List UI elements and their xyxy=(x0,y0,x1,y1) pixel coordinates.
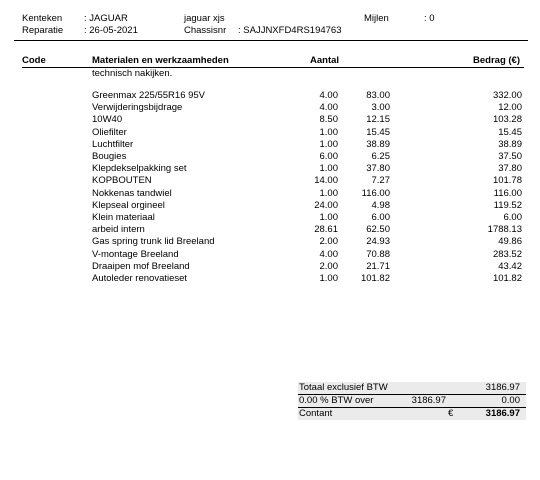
line-item-amount: 119.52 xyxy=(493,199,522,211)
line-item-amount: 49.86 xyxy=(498,236,522,248)
line-item-quantity: 4.00 xyxy=(319,102,338,114)
line-item-unit-price: 38.89 xyxy=(366,138,390,150)
line-item-row xyxy=(0,114,540,126)
line-item-unit-price: 70.88 xyxy=(366,248,390,260)
line-item-amount: 1788.13 xyxy=(487,224,522,236)
line-item-quantity: 1.00 xyxy=(319,138,338,150)
line-item-unit-price: 4.98 xyxy=(371,199,390,211)
line-item-quantity: 1.00 xyxy=(319,273,338,284)
line-item-quantity: 1.00 xyxy=(319,212,338,223)
line-item-unit-price: 101.82 xyxy=(360,273,390,284)
total-excl-label: Totaal exclusief BTW xyxy=(299,382,388,393)
vehicle-model: jaguar xjs xyxy=(184,13,225,24)
total-excl-value: 3186.97 xyxy=(485,382,520,393)
column-header-materials: Materialen en werkzaamheden xyxy=(92,55,229,66)
work-note: technisch nakijken. xyxy=(92,68,173,79)
line-item-row xyxy=(0,163,540,175)
kenteken-value: : JAGUAR xyxy=(84,13,128,24)
line-item-row xyxy=(0,249,540,261)
kenteken-label: Kenteken xyxy=(22,13,63,24)
line-item-amount: 101.82 xyxy=(492,273,522,284)
line-item-row xyxy=(0,200,540,212)
contant-label: Contant xyxy=(299,408,333,419)
line-item-row xyxy=(0,139,540,151)
line-item-description: Greenmax 225/55R16 95V xyxy=(92,90,206,101)
column-header-code: Code xyxy=(22,55,46,66)
line-item-quantity: 8.50 xyxy=(319,114,338,126)
line-item-description: Luchtfilter xyxy=(92,138,134,150)
line-item-description: Oliefilter xyxy=(92,126,127,138)
line-item-description: 10W40 xyxy=(92,114,123,126)
line-item-unit-price: 7.27 xyxy=(371,175,390,187)
line-item-unit-price: 21.71 xyxy=(366,260,390,272)
line-item-unit-price: 3.00 xyxy=(371,102,390,114)
mijlen-label: Mijlen xyxy=(364,13,389,24)
contant-value: 3186.97 xyxy=(485,408,520,419)
line-item-description: Klepseal orgineel xyxy=(92,199,165,211)
line-item-row xyxy=(0,175,540,187)
header-divider xyxy=(14,40,528,41)
line-item-amount: 38.89 xyxy=(498,138,522,150)
line-item-row xyxy=(0,236,540,248)
line-item-quantity: 1.00 xyxy=(319,126,338,138)
line-item-amount: 12.00 xyxy=(498,102,522,114)
line-item-row xyxy=(0,90,540,102)
line-item-amount: 37.80 xyxy=(498,163,522,175)
line-item-quantity: 24.00 xyxy=(314,199,338,211)
column-header-aantal: Aantal xyxy=(310,55,340,66)
line-item-unit-price: 12.15 xyxy=(366,114,390,126)
line-item-row xyxy=(0,151,540,163)
contant-row xyxy=(298,408,526,420)
chassisnr-value: : SAJJNXFD4RS194763 xyxy=(238,25,342,36)
line-item-row xyxy=(0,127,540,139)
line-item-description: arbeid intern xyxy=(92,224,145,236)
btw-row xyxy=(298,395,526,407)
column-header-bedrag: Bedrag (€) xyxy=(473,55,520,66)
btw-base-value: 3186.97 xyxy=(411,395,446,406)
line-item-unit-price: 15.45 xyxy=(366,126,390,138)
btw-label: 0.00 % BTW over xyxy=(299,395,374,406)
line-item-description: Gas spring trunk lid Breeland xyxy=(92,236,215,248)
line-item-amount: 103.28 xyxy=(492,114,522,126)
chassisnr-label: Chassisnr xyxy=(184,25,227,36)
line-item-quantity: 6.00 xyxy=(319,151,338,162)
line-item-quantity: 4.00 xyxy=(319,90,338,101)
line-item-amount: 332.00 xyxy=(492,90,522,101)
line-item-row xyxy=(0,212,540,224)
line-item-unit-price: 83.00 xyxy=(366,90,390,101)
line-item-quantity: 2.00 xyxy=(319,260,338,272)
line-item-amount: 15.45 xyxy=(498,126,522,138)
line-item-row xyxy=(0,188,540,200)
reparatie-label: Reparatie xyxy=(22,25,64,36)
line-item-description: Draaipen mof Breeland xyxy=(92,260,190,272)
line-item-description: Verwijderingsbijdrage xyxy=(92,102,183,114)
mijlen-value: : 0 xyxy=(424,13,435,24)
line-item-amount: 283.52 xyxy=(492,248,522,260)
line-item-unit-price: 24.93 xyxy=(366,236,390,248)
line-item-description: KOPBOUTEN xyxy=(92,175,152,187)
line-item-description: Bougies xyxy=(92,151,127,162)
line-item-unit-price: 37.80 xyxy=(366,163,390,175)
line-item-quantity: 1.00 xyxy=(319,187,338,199)
line-item-unit-price: 116.00 xyxy=(361,187,390,199)
total-excl-row xyxy=(298,382,526,394)
line-item-quantity: 2.00 xyxy=(319,236,338,248)
line-item-row xyxy=(0,261,540,273)
line-item-description: V-montage Breeland xyxy=(92,248,179,260)
line-item-amount: 116.00 xyxy=(493,187,522,199)
btw-value: 0.00 xyxy=(501,395,520,406)
line-item-quantity: 4.00 xyxy=(319,248,338,260)
line-item-row xyxy=(0,224,540,236)
line-item-quantity: 28.61 xyxy=(314,224,338,236)
line-item-row xyxy=(0,273,540,285)
currency-symbol: € xyxy=(448,408,454,419)
line-item-description: Klepdekselpakking set xyxy=(92,163,187,175)
line-item-unit-price: 6.25 xyxy=(371,151,390,162)
reparatie-date: : 26-05-2021 xyxy=(84,25,138,36)
line-item-quantity: 1.00 xyxy=(319,163,338,175)
line-item-unit-price: 6.00 xyxy=(371,212,390,223)
line-item-amount: 6.00 xyxy=(503,212,522,223)
line-item-unit-price: 62.50 xyxy=(366,224,390,236)
line-item-description: Klein materiaal xyxy=(92,212,155,223)
line-item-amount: 37.50 xyxy=(498,151,522,162)
line-item-amount: 101.78 xyxy=(492,175,522,187)
line-item-quantity: 14.00 xyxy=(314,175,338,187)
line-item-row xyxy=(0,102,540,114)
line-item-description: Autoleder renovatieset xyxy=(92,273,188,284)
line-item-description: Nokkenas tandwiel xyxy=(92,187,172,199)
line-item-amount: 43.42 xyxy=(498,260,522,272)
